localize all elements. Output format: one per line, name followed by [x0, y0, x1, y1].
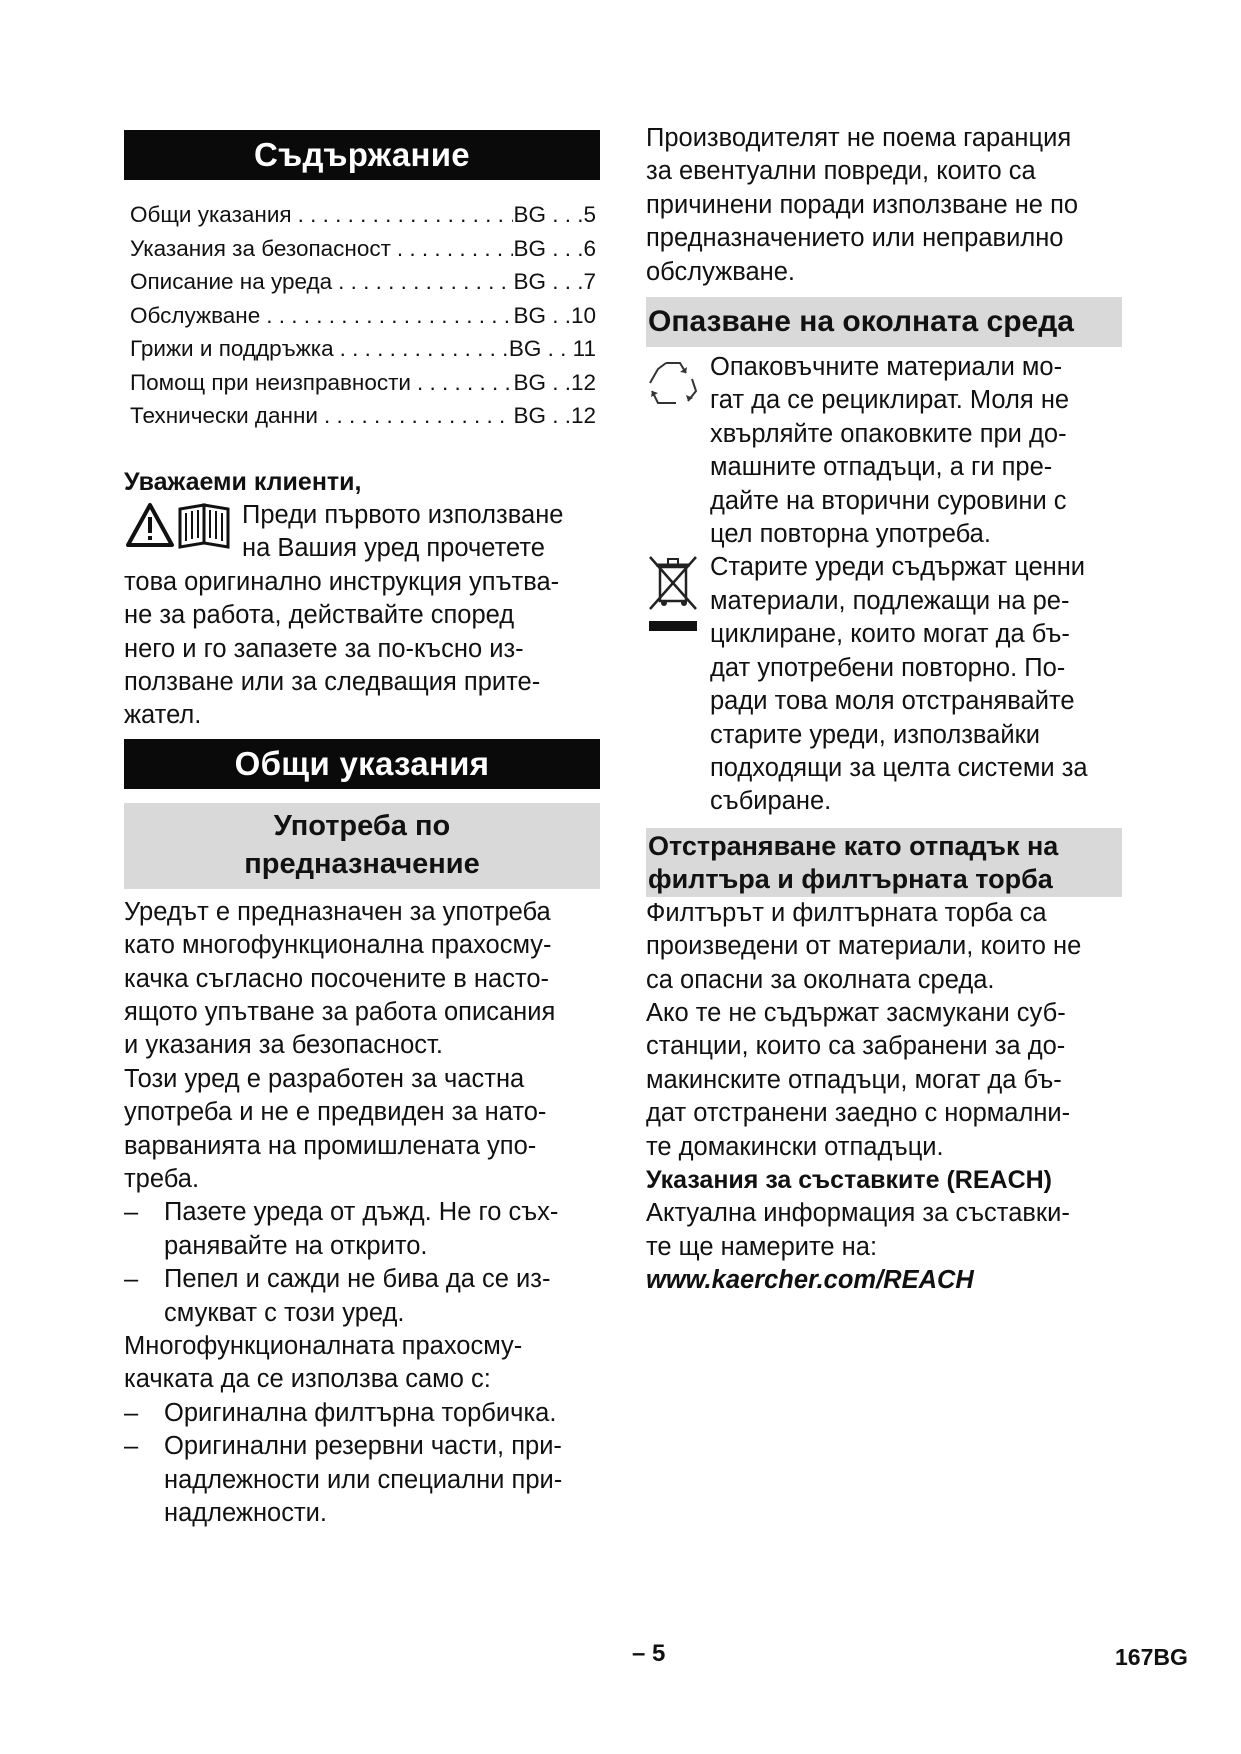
toc-leader-dots [260, 299, 513, 333]
toc-entry-page: BG . . 11 [508, 336, 596, 361]
list-item [124, 1397, 600, 1430]
list-item-line: ранявайте на открито. [164, 1231, 428, 1260]
body-line: като многофункционална прахосму- [124, 931, 552, 960]
list-item-line: Оригинални резервни части, при- [164, 1432, 562, 1461]
read-manual-notice [124, 499, 600, 566]
list-item-line: Пазете уреда от дъжд. Не го съх- [164, 1198, 559, 1227]
intended-use-body [124, 896, 600, 1531]
filter-disposal-heading [646, 828, 1122, 897]
body-line: те ще намерите на: [646, 1232, 878, 1261]
toc-entry-page: BG . . .5 [513, 202, 596, 227]
dash-bullet: – [124, 1265, 139, 1294]
page-number: – 5 [632, 1640, 666, 1667]
greeting-line: не за работа, действайте според [124, 601, 515, 630]
body-line: дайте на вторични суровини с [710, 486, 1067, 515]
body-line: дат употребени повторно. По- [710, 653, 1066, 682]
greeting-section [124, 466, 600, 733]
body-line: ради това моля отстранявайте [710, 687, 1075, 716]
document-code: 167BG [1115, 1644, 1188, 1670]
greeting-line: ползване или за следващия прите- [124, 667, 541, 696]
list-item-line: Оригинална филтърна торбичка. [164, 1398, 557, 1427]
list-item [124, 1430, 600, 1530]
crossed-bin-icon [646, 551, 710, 642]
body-line: станции, които са забранени за до- [646, 1032, 1066, 1061]
greeting-title: Уважаеми клиенти, [124, 467, 362, 496]
toc-entry[interactable] [130, 299, 596, 333]
body-line: хвърляйте опаковките при до- [710, 419, 1067, 448]
toc-entry-label: Описание на уреда [130, 269, 333, 294]
body-line: те домакински отпадъци. [646, 1132, 944, 1161]
body-line: дат отстранени заедно с нормални- [646, 1099, 1071, 1128]
reach-link[interactable]: www.kaercher.com/REACH [646, 1266, 974, 1295]
reach-heading: Указания за съставките (REACH) [646, 1165, 1053, 1194]
toc-leader-dots [292, 198, 514, 232]
toc-entry[interactable] [130, 366, 596, 400]
body-line: Производителят не поема гаранция [646, 124, 1072, 152]
list-item [124, 1196, 600, 1263]
toc-leader-dots [391, 232, 514, 266]
body-line: качка съгласно посочените в насто- [124, 964, 550, 993]
body-line: циклиране, които могат да бъ- [710, 620, 1070, 649]
greeting-icon-line: Преди първото използване [242, 500, 564, 529]
toc-leader-dots [332, 265, 513, 299]
dash-bullet: – [124, 1198, 139, 1227]
left-column [124, 130, 600, 1530]
toc-entry-page: BG . .10 [513, 302, 596, 328]
toc-entry-label: Общи указания [130, 202, 292, 227]
body-line: Филтърът и филтърната торба са [646, 898, 1047, 927]
body-line: причинени поради използване не по [646, 190, 1079, 219]
toc-leader-dots [318, 399, 513, 433]
usage-warnings-list [124, 1196, 600, 1330]
warranty-text [646, 122, 1122, 289]
body-line: Многофункционалната прахосму- [124, 1332, 523, 1361]
toc-entry-page: BG . .12 [513, 369, 596, 395]
body-line: Опаковъчните материали мо- [710, 353, 1063, 382]
toc-entry-page: BG . . .6 [513, 235, 596, 261]
body-line: варванията на промишлената упо- [124, 1131, 537, 1160]
body-line: старите уреди, използвайки [710, 720, 1040, 749]
filter-disposal-heading-line: Отстраняване като отпадък на [648, 830, 1059, 861]
body-line: Актуална информация за съставки- [646, 1199, 1070, 1228]
toc-entry-label: Обслужване [130, 302, 261, 328]
toc-entry-label: Помощ при неизправности [130, 369, 411, 395]
body-line: Старите уреди съдържат ценни [710, 553, 1086, 582]
list-item [124, 1263, 600, 1330]
body-line: обслужване. [646, 257, 796, 286]
recycling-notice [646, 351, 1122, 551]
filter-disposal-heading-line: филтъра и филтърната торба [648, 863, 1053, 894]
body-line: за евентуални повреди, които са [646, 157, 1036, 186]
accessories-list [124, 1397, 600, 1531]
body-line: са опасни за околната среда. [646, 965, 995, 994]
body-line: макинските отпадъци, могат да бъ- [646, 1065, 1062, 1094]
body-line: Уредът е предназначен за употреба [124, 897, 551, 926]
body-line: Ако те не съдържат засмукани суб- [646, 998, 1066, 1027]
toc-title: Съдържание [124, 130, 600, 180]
dash-bullet: – [124, 1398, 139, 1427]
toc-leader-dots [334, 332, 509, 366]
body-line: ящото упътване за работа описания [124, 997, 556, 1026]
body-line: Този уред е разработен за частна [124, 1064, 525, 1093]
greeting-line: него и го запазете за по-късно из- [124, 634, 524, 663]
filter-disposal-body [646, 897, 1122, 1164]
body-line: подходящи за целта системи за [710, 753, 1088, 782]
list-item-line: надлежности. [164, 1499, 327, 1528]
intended-use-heading-line: предназначение [244, 847, 480, 880]
toc-entry[interactable] [130, 399, 596, 433]
toc-entry-page: BG . .12 [513, 403, 596, 428]
toc-entry[interactable] [130, 232, 596, 266]
body-line: материали, подлежащи на ре- [710, 586, 1070, 615]
toc-leader-dots [411, 366, 513, 400]
table-of-contents [130, 198, 596, 433]
list-item-line: смукват с този уред. [164, 1298, 405, 1327]
body-line: цел повторна употреба. [710, 520, 991, 549]
toc-entry[interactable] [130, 265, 596, 299]
list-item-line: надлежности или специални при- [164, 1465, 563, 1494]
greeting-icon-line: на Вашия уред прочетете [242, 534, 545, 563]
body-line: и указания за безопасност. [124, 1031, 443, 1060]
weee-notice [646, 551, 1122, 818]
body-line: употреба и не е предвиден за нато- [124, 1098, 547, 1127]
body-line: гат да се рециклират. Моля не [710, 386, 1070, 415]
list-item-line: Пепел и сажди не бива да се из- [164, 1265, 551, 1294]
body-line: качката да се използва само с: [124, 1365, 491, 1394]
greeting-line: жател. [124, 701, 202, 730]
body-line: машните отпадъци, а ги пре- [710, 453, 1053, 482]
body-line: събиране. [710, 787, 832, 816]
body-line: предназначението или неправилно [646, 224, 1064, 253]
toc-entry-page: BG . . .7 [513, 269, 596, 294]
toc-entry-label: Указания за безопасност [130, 235, 391, 261]
toc-entry-label: Грижи и поддръжка [130, 336, 334, 361]
environment-heading: Опазване на околната среда [646, 297, 1122, 347]
recycle-icon [646, 351, 710, 412]
body-line: треба. [124, 1165, 200, 1193]
warning-read-manual-icon [124, 499, 242, 558]
intended-use-heading [124, 803, 600, 889]
body-line: произведени от материали, които не [646, 932, 1082, 961]
right-column [646, 122, 1122, 1298]
general-title: Общи указания [124, 739, 600, 789]
intended-use-heading-line: Употреба по [273, 809, 451, 842]
dash-bullet: – [124, 1432, 139, 1461]
toc-entry[interactable] [130, 332, 596, 366]
toc-entry-label: Технически данни [130, 403, 318, 428]
greeting-line: това оригинално инструкция упътва- [124, 567, 560, 596]
toc-entry[interactable] [130, 198, 596, 232]
